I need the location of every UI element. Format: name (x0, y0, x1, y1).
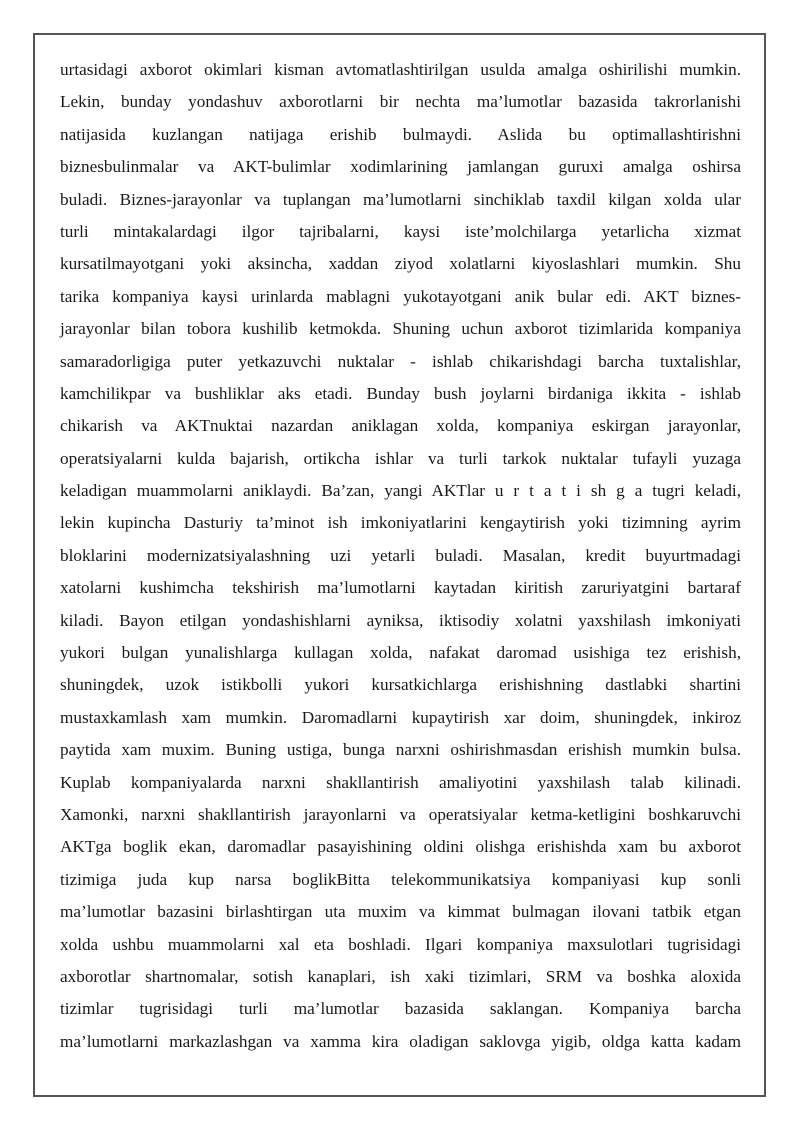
text-line: lekin kupincha Dasturiy ta’minot ish imkoniyatlarini kengaytirish yoki tizimning ayrim (60, 513, 741, 533)
text-line: kursatilmayotgani yoki aksincha, xaddan ziyod xolatlarni kiyoslashlari mumkin. Shu (60, 254, 741, 274)
text-line: samaradorligiga puter yetkazuvchi nuktalar - ishlab chikarishdagi barcha tuxtalishlar, (60, 351, 741, 371)
text-line: ma’lumotlar bazasini birlashtirgan uta muxim va kimmat bulmagan ilovani tatbik etgan (60, 902, 741, 922)
text-line: biznesbulinmalar va AKT-bulimlar xodimlarining jamlangan guruxi amalga oshirsa (60, 157, 741, 177)
text-line: keladigan muammolarni aniklaydi. Ba’zan, yangi AKTlar u r t a t i sh g a tugri keladi, (60, 481, 741, 501)
text-line: tizimiga juda kup narsa boglikBitta telekommunikatsiya kompaniyasi kup sonli (60, 869, 741, 889)
body-text (60, 54, 741, 1058)
text-line: jarayonlar bilan tobora kushilib ketmokda. Shuning uchun axborot tizimlarida kompaniya (60, 319, 741, 339)
text-line: kiladi. Bayon etilgan yondashishlarni ayniksa, iktisodiy xolatni yaxshilash imkoniyati (60, 610, 741, 630)
text-line: Kuplab kompaniyalarda narxni shakllantirish amaliyotini yaxshilash talab kilinadi. (60, 772, 741, 792)
text-line: natijasida kuzlangan natijaga erishib bulmaydi. Aslida bu optimallashtirishni (60, 124, 741, 144)
text-line: bloklarini modernizatsiyalashning uzi yetarli buladi. Masalan, kredit buyurtmadagi (60, 545, 741, 565)
text-line: operatsiyalarni kulda bajarish, ortikcha ishlar va turli tarkok nuktalar tufayli yuzaga (60, 448, 741, 468)
text-line: mustaxkamlash xam mumkin. Daromadlarni kupaytirish xar doim, shuningdek, inkiroz (60, 707, 741, 727)
text-line: AKTga boglik ekan, daromadlar pasayishining oldini olishga erishishda xam bu axborot (60, 837, 741, 857)
text-line: shuningdek, uzok istikbolli yukori kursatkichlarga erishishning dastlabki shartini (60, 675, 741, 695)
text-line: urtasidagi axborot okimlari kisman avtomatlashtirilgan usulda amalga oshirilishi mumkin. (60, 60, 741, 79)
text-line: ma’lumotlarni markazlashgan va xamma kira oladigan saklovga yigib, oldga katta kadam (60, 1031, 741, 1051)
text-line: xolda ushbu muammolarni xal eta boshladi. Ilgari kompaniya maxsulotlari tugrisidagi (60, 934, 741, 954)
text-line: paytida xam muxim. Buning ustiga, bunga narxni oshirishmasdan erishish mumkin bulsa. (60, 740, 741, 760)
text-line: turli mintakalardagi ilgor tajribalarni, kaysi iste’molchilarga yetarlicha xizmat (60, 221, 741, 241)
text-line: xatolarni kushimcha tekshirish ma’lumotlarni kaytadan kiritish zaruriyatgini bartaraf (60, 578, 741, 598)
text-line: kamchilikpar va bushliklar aks etadi. Bunday bush joylarni birdaniga ikkita - ishlab (60, 383, 741, 403)
text-line: tizimlar tugrisidagi turli ma’lumotlar bazasida saklangan. Kompaniya barcha (60, 999, 741, 1019)
text-line: Lekin, bunday yondashuv axborotlarni bir nechta ma’lumotlar bazasida takrorlanishi (60, 92, 741, 112)
text-line: tarika kompaniya kaysi urinlarda mablagni yukotayotgani anik bular edi. AKT biznes- (60, 286, 741, 306)
text-line: Xamonki, narxni shakllantirish jarayonlarni va operatsiyalar ketma-ketligini boshkaruvchi (60, 804, 741, 824)
text-line: yukori bulgan yunalishlarga kullagan xolda, nafakat daromad usishiga tez erishish, (60, 643, 741, 663)
text-line: axborotlar shartnomalar, sotish kanaplari, ish xaki tizimlari, SRM va boshka aloxida (60, 966, 741, 986)
text-line: buladi. Biznes-jarayonlar va tuplangan ma’lumotlarni sinchiklab taxdil kilgan xolda ular (60, 189, 741, 209)
text-line: chikarish va AKTnuktai nazardan aniklagan xolda, kompaniya eskirgan jarayonlar, (60, 416, 741, 436)
